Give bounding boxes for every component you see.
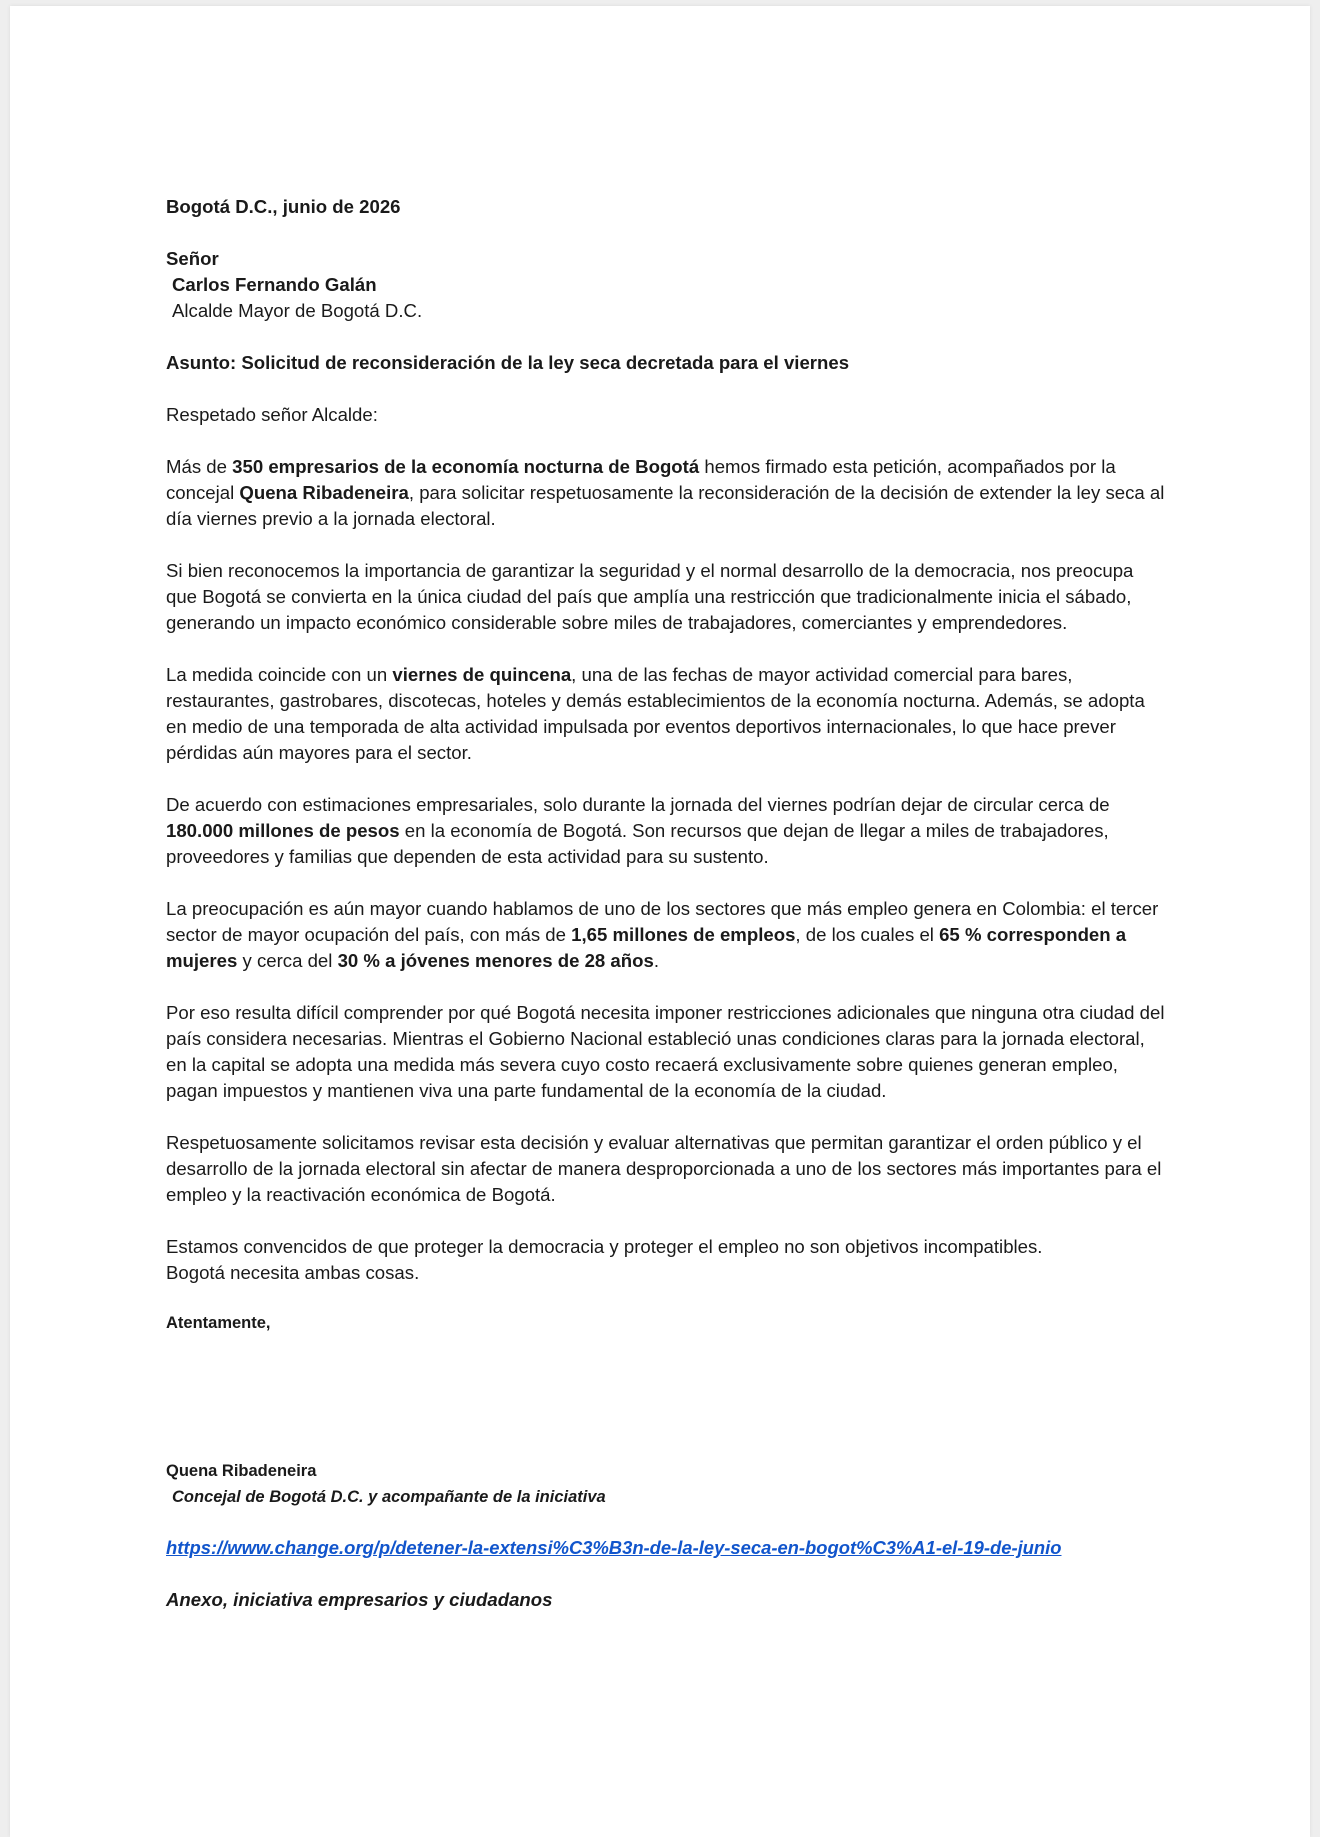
- p5-text-a: La preocupación es aún mayor cuando hablamos de uno de los sectores que más empleo genera en Colombia: el tercer sector de mayor ocupación del país, con más de: [166, 898, 1159, 945]
- p3-text-b: viernes de quincena: [392, 664, 572, 685]
- paragraph-4: [166, 792, 1166, 870]
- paragraph-5: [166, 896, 1166, 974]
- p5-text-g: .: [653, 950, 659, 971]
- letter-greeting: Respetado señor Alcalde:: [166, 404, 378, 425]
- p1-text-b: 350 empresarios de la economía nocturna de Bogotá: [232, 456, 700, 477]
- letter-closing: Atentamente,: [166, 1314, 271, 1332]
- petition-link[interactable]: https://www.change.org/p/detener-la-extensi%C3%B3n-de-la-ley-seca-en-bogot%C3%A1-el-19-de-junio: [166, 1537, 1062, 1558]
- recipient-block: [166, 246, 1166, 324]
- paragraph-6: Por eso resulta difícil comprender por qué Bogotá necesita imponer restricciones adicionales que ninguna otra ciudad del país considera necesarias. Mientras el Gobierno Nacional estableció unas condiciones claras para la jornada electoral, en la capital se adopta una medida más severa cuyo costo recaerá exclusivamente sobre quienes generan empleo, pagan impuestos y mantienen viva una parte fundamental de la economía de la ciudad.: [166, 1002, 1165, 1101]
- paragraph-3: [166, 662, 1166, 766]
- paragraph-7: Respetuosamente solicitamos revisar esta decisión y evaluar alternativas que permitan garantizar el orden público y el desarrollo de la jornada electoral sin afectar de manera desproporcionada a uno de los sectores más importantes para el empleo y la reactivación económica de Bogotá.: [166, 1132, 1162, 1205]
- p4-text-b: 180.000 millones de pesos: [166, 820, 400, 841]
- letter-body: [166, 194, 1166, 1613]
- signature-block: [166, 1458, 1166, 1510]
- document-page: [10, 6, 1310, 1837]
- annex-note: Anexo, iniciativa empresarios y ciudadanos: [166, 1589, 553, 1610]
- letter-date: Bogotá D.C., junio de 2026: [166, 196, 401, 217]
- paragraph-2: Si bien reconocemos la importancia de garantizar la seguridad y el normal desarrollo de la democracia, nos preocupa que Bogotá se convierta en la única ciudad del país que amplía una restricción que tradicionalmente inicia el sábado, generando un impacto económico considerable sobre miles de trabajadores, comerciantes y emprendedores.: [166, 560, 1134, 633]
- recipient-title: Alcalde Mayor de Bogotá D.C.: [172, 300, 423, 321]
- paragraph-1: [166, 454, 1166, 532]
- p5-text-c: , de los cuales el: [795, 924, 940, 945]
- p4-text-c: en la economía de Bogotá. Son recursos que dejan de llegar a miles de trabajadores, proveedores y familias que dependen de esta actividad para su sustento.: [166, 820, 1109, 867]
- p4-text-a: De acuerdo con estimaciones empresariales, solo durante la jornada del viernes podrían dejar de circular cerca de: [166, 794, 1110, 815]
- paragraph-8-line-2: Bogotá necesita ambas cosas.: [166, 1262, 420, 1283]
- p5-text-e: y cerca del: [237, 950, 338, 971]
- p3-text-a: La medida coincide con un: [166, 664, 393, 685]
- p3-text-c: , una de las fechas de mayor actividad comercial para bares, restaurantes, gastrobares, discotecas, hoteles y demás establecimientos de la economía nocturna. Además, se adopta en medio de una temporada de alta actividad impulsada por eventos deportivos internacionales, lo que hace prever pérdidas aún mayores para el sector.: [166, 664, 1145, 763]
- p1-text-e: , para solicitar respetuosamente la reconsideración de la decisión de extender la ley seca al día viernes previo a la jornada electoral.: [166, 482, 1165, 529]
- petition-link-row: [166, 1535, 1166, 1561]
- p5-text-d: 65 % corresponden a mujeres: [166, 924, 1127, 971]
- p1-text-d: Quena Ribadeneira: [239, 482, 409, 503]
- signer-role: Concejal de Bogotá D.C. y acompañante de la iniciativa: [172, 1488, 606, 1506]
- p5-text-b: 1,65 millones de empleos: [571, 924, 796, 945]
- paragraph-8-line-1: Estamos convencidos de que proteger la democracia y proteger el empleo no son objetivos incompatibles.: [166, 1236, 1043, 1257]
- letter-subject: Asunto: Solicitud de reconsideración de la ley seca decretada para el viernes: [166, 352, 850, 373]
- signer-name: Quena Ribadeneira: [166, 1462, 317, 1480]
- recipient-salutation: Señor: [166, 248, 219, 269]
- p5-text-f: 30 % a jóvenes menores de 28 años: [337, 950, 654, 971]
- paragraph-8: [166, 1234, 1166, 1286]
- p1-text-c: hemos firmado esta petición, acompañados por la concejal: [166, 456, 1116, 503]
- p1-text-a: Más de: [166, 456, 233, 477]
- recipient-name: Carlos Fernando Galán: [172, 274, 377, 295]
